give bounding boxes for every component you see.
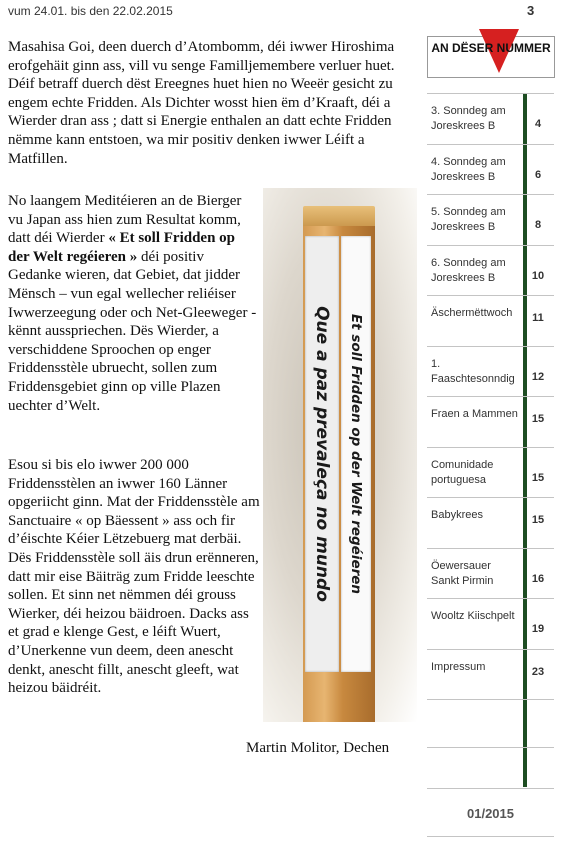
toc-item-page: 15 <box>531 471 545 484</box>
toc-item-label: Fraen a Mammen <box>431 408 518 420</box>
toc-item-page: 12 <box>531 370 545 383</box>
toc-item[interactable] <box>427 396 554 447</box>
toc-item[interactable] <box>427 194 554 245</box>
toc-bottom-rule <box>427 788 554 789</box>
issue-rule <box>427 836 554 837</box>
peace-prayer-quote: « Et soll Fridden op der Welt regéieren » <box>8 230 236 265</box>
toc-item-label: 1. Faaschtesonndig <box>431 357 515 385</box>
toc-header <box>427 36 555 78</box>
toc-title: AN DËSER NUMMER <box>431 41 551 55</box>
toc-empty-row <box>427 699 554 747</box>
toc-item-label: Comunidade portuguesa <box>431 458 494 486</box>
toc-item-label: Äschermëttwoch <box>431 307 513 319</box>
table-of-contents <box>427 93 554 795</box>
toc-item-label: Babykrees <box>431 509 483 521</box>
article-paragraph-3: Esou si bis elo iwwer 200 000 Friddensstèlen an iwwer 160 Länner opgeriicht ginn. Mat der Friddensstèle am Sanctuaire « op Bäessent » ass och fir d’éischte Kéier Lëtzebuerg mat derbäi. Dës Friddensstèle soll äis drun erënneren, datt mir eise Bäiträg zum Fridde leeschte sollen. Et sinn net nëmmen déi grouss Wierker, déi heizou bäidroen. Dacks ass et grad e klenge Gest, e léift Wuert, d’Unerkenne vun deem, deen anescht denkt, anescht fillt, anescht gleeft, wat heizou bäidréit. <box>8 457 260 697</box>
toc-item[interactable] <box>427 346 554 397</box>
paragraph-2-text-a: No laangem Meditéieren an de Bierger vu Japan ass hien zum Resultat komm, datt déi Wierder <box>8 193 242 247</box>
toc-item[interactable] <box>427 497 554 548</box>
toc-item-page: 10 <box>531 269 545 282</box>
toc-item-label: Wooltz Kiischpelt <box>431 610 515 622</box>
toc-item-label: Impressum <box>431 660 486 673</box>
toc-item-label: Öewersauer Sankt Pirmin <box>431 559 494 587</box>
toc-item-label: 3. Sonndeg am Joreskrees B <box>431 105 506 132</box>
pole-plate-portuguese <box>305 236 339 672</box>
toc-item-page: 16 <box>531 572 545 585</box>
toc-item[interactable] <box>427 548 554 599</box>
plate-text-portuguese: Que a paz prevaleça no mundo <box>312 306 332 602</box>
toc-item[interactable] <box>427 598 554 649</box>
page-number: 3 <box>527 3 535 18</box>
paragraph-2-text-b: déi positiv Gedanke wieren, dat Gebiet, dat jidder Mënsch – vun egal wellecher reliéiser Iwwerzeegung oder och Net-Gleeweger - kënnt ausspriechen. Dës Wierder, a verschiddene Sproochen op enger Friddensstèle ubruecht, sollen zum Friddensgebiet ginn op ville Plazen uechter d’Welt. <box>8 248 257 414</box>
toc-item-page: 23 <box>531 665 545 678</box>
toc-item[interactable] <box>427 295 554 346</box>
toc-item-page: 15 <box>531 514 545 526</box>
toc-item[interactable] <box>427 245 554 296</box>
pole-plate-luxembourgish <box>341 236 371 672</box>
article-paragraph-1: Masahisa Goi, deen duerch d’Atombomm, déi iwwer Hiroshima erofgehäit ginn ass, vill vu senge Familljemembere verluer huet. Déif betraff duerch dëst Ereegnes huet hien no Weeër gesicht zu engem echte Fridden. Als Dichter wosst hien ëm d’Kraaft, déi a Wierder dran ass ; datt si Energie enthalen an datt echte Fridden nëmme kann entstoen, wa mir positiv denken iwwer Léift a Matfillen. <box>8 39 395 167</box>
toc-item[interactable] <box>427 93 554 144</box>
peace-pole-photo <box>263 188 417 722</box>
toc-item-label: 6. Sonndeg am Joreskrees B <box>431 256 506 284</box>
peace-pole-cap <box>303 206 375 228</box>
toc-item-page: 15 <box>531 413 545 425</box>
toc-item-label: 5. Sonndeg am Joreskrees B <box>431 206 506 233</box>
toc-item-page: 19 <box>531 623 545 635</box>
toc-item[interactable] <box>427 649 554 700</box>
toc-item-page: 4 <box>534 118 542 130</box>
toc-item-page: 11 <box>532 312 544 324</box>
article-paragraph-2 <box>8 192 260 415</box>
toc-item[interactable] <box>427 144 554 195</box>
toc-item-label: 4. Sonndeg am Joreskrees B <box>431 155 506 183</box>
issue-number: 01/2015 <box>467 806 514 821</box>
header-date-range: vum 24.01. bis den 22.02.2015 <box>8 4 173 18</box>
article-signature: Martin Molitor, Dechen <box>246 740 390 756</box>
toc-item-page: 6 <box>534 168 542 181</box>
toc-item-page: 8 <box>534 219 542 231</box>
plate-text-luxembourgish: Et soll Fridden op der Welt regéieren <box>348 313 364 595</box>
toc-item[interactable] <box>427 447 554 498</box>
peace-pole <box>303 206 375 722</box>
